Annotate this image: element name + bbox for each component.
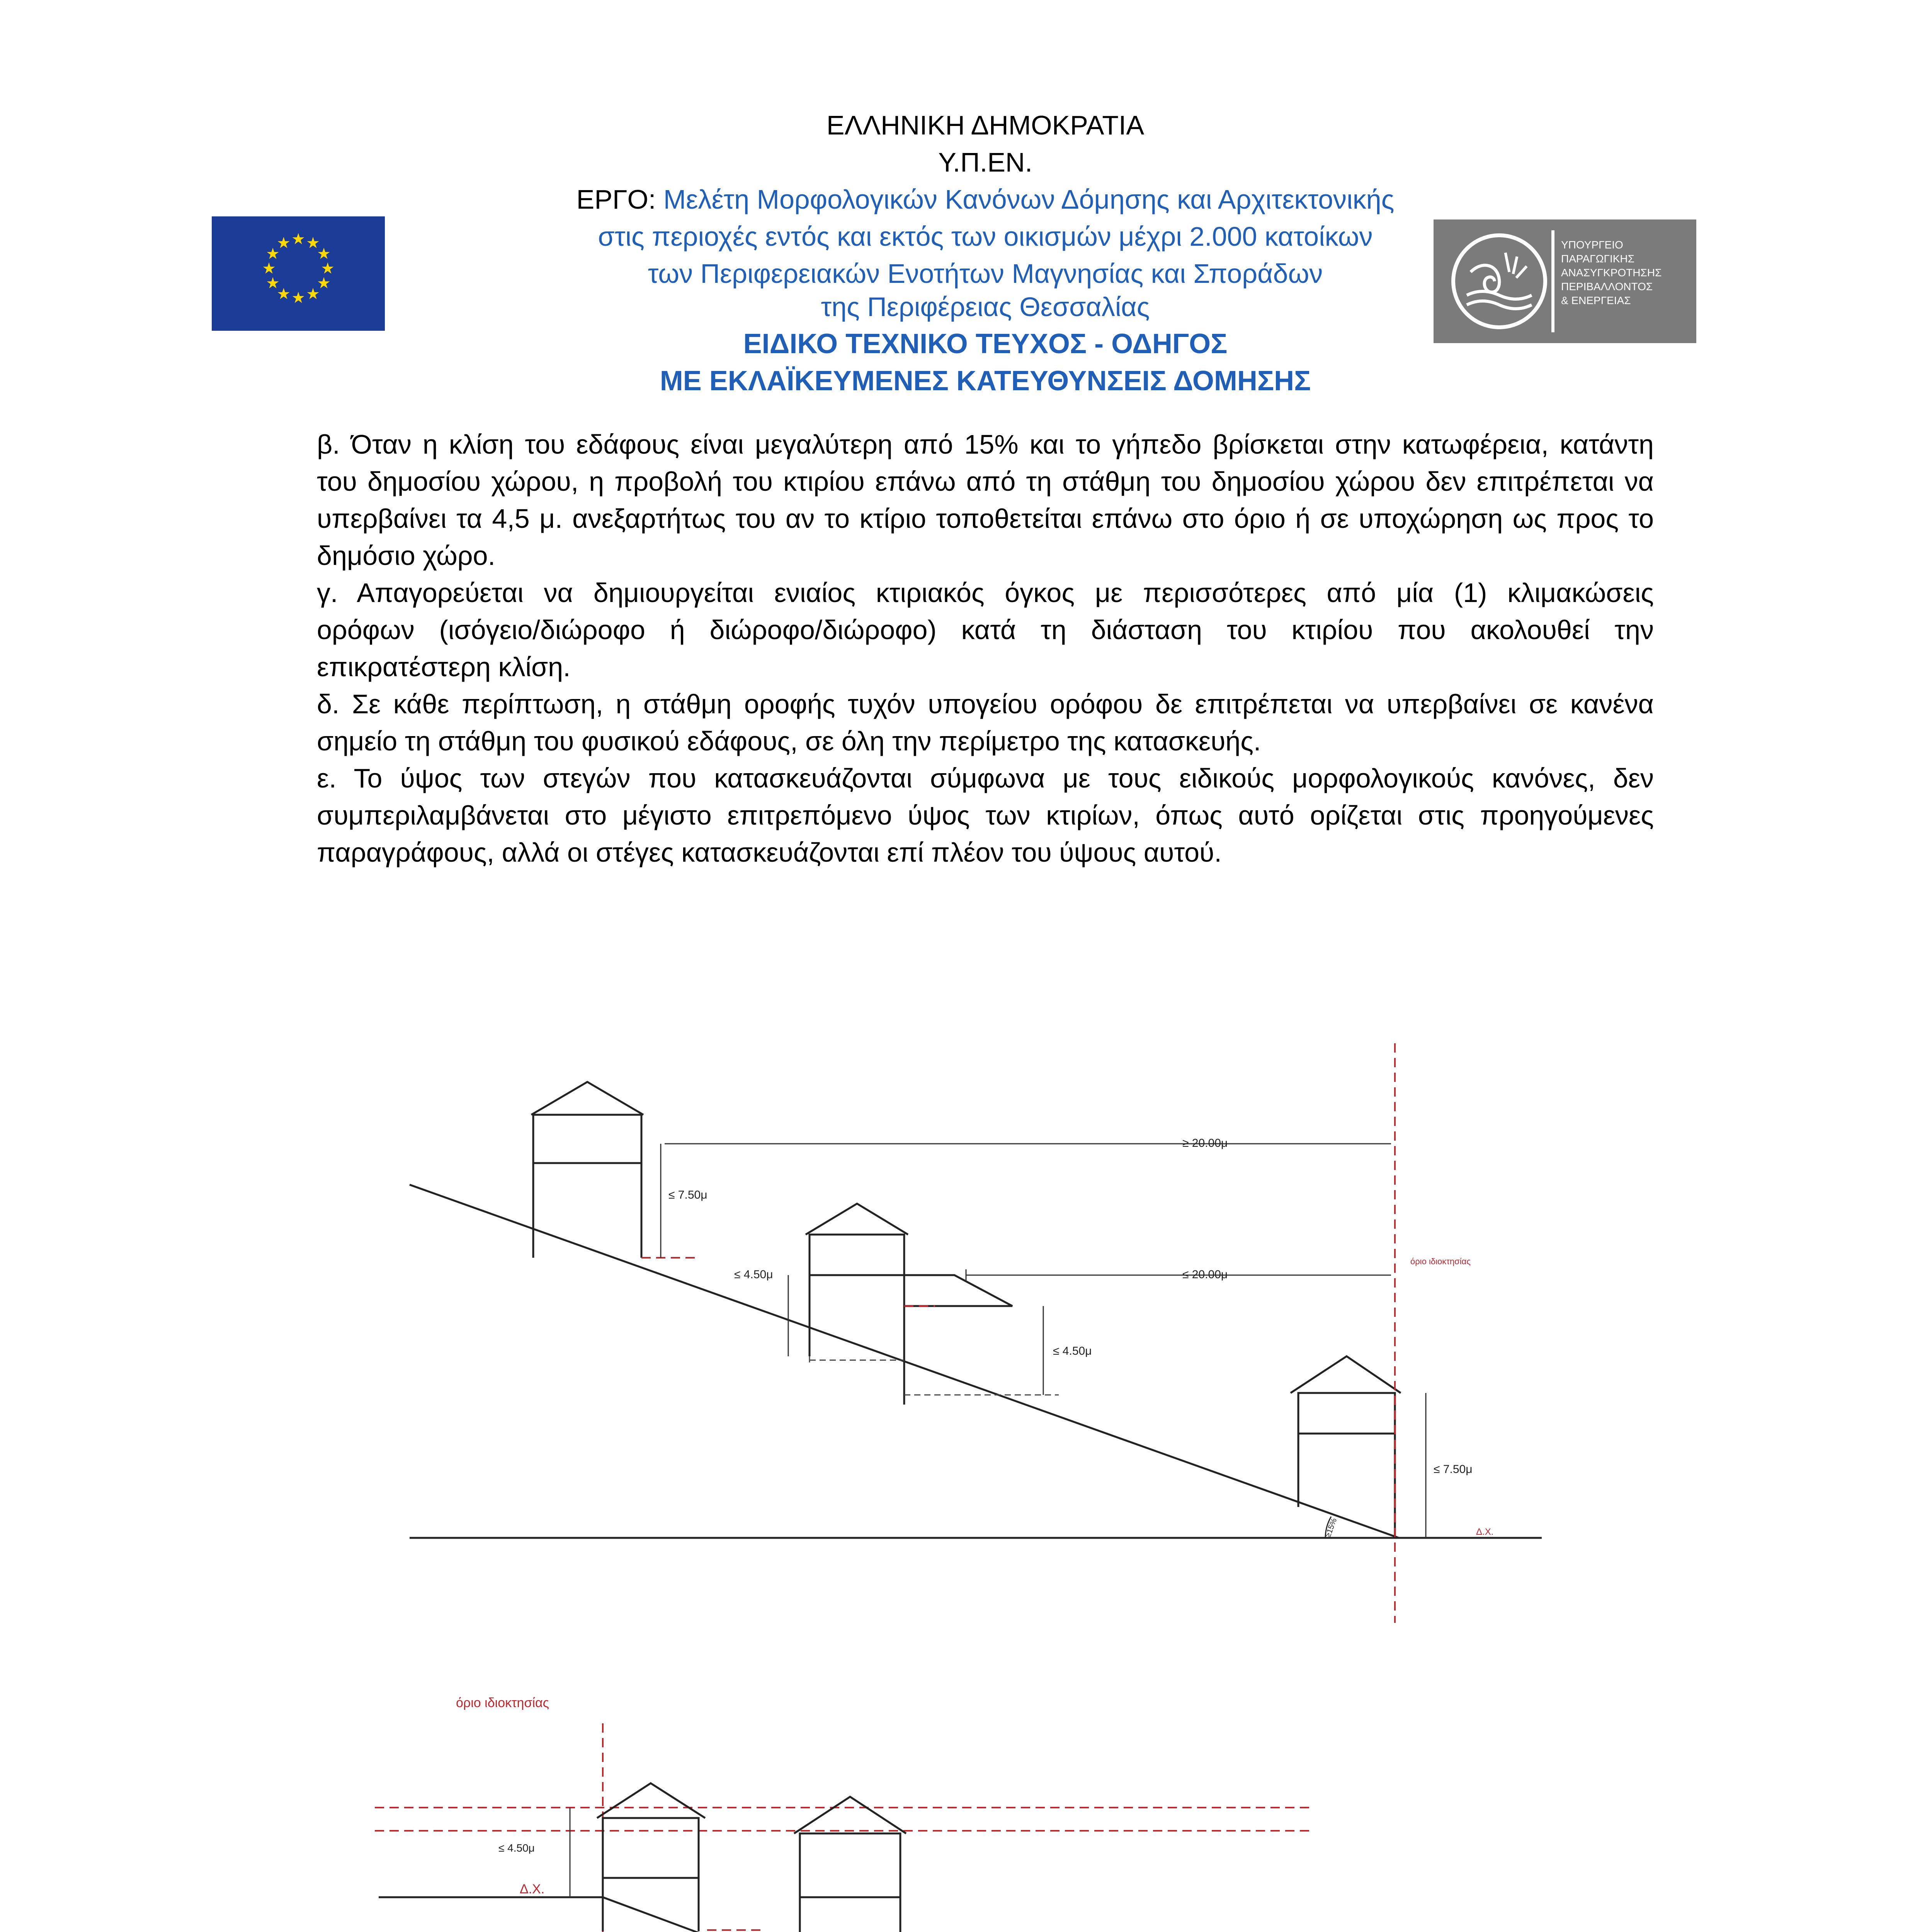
project-label: ΕΡΓΟ: — [576, 184, 656, 214]
dimension-height-step: ≤ 4.50μ — [1053, 1345, 1092, 1357]
sloped-ground-line-2 — [603, 1897, 1294, 1932]
svg-text:★: ★ — [317, 275, 331, 292]
dimension-height-second: ≤ 4.50μ — [734, 1268, 773, 1281]
header-ministry-abbr: Υ.Π.ΕΝ. — [938, 147, 1032, 177]
ministry-logo-text: ΥΠΟΥΡΓΕΙΟ ΠΑΡΑΓΩΓΙΚΗΣ ΑΝΑΣΥΓΚΡΟΤΗΣΗΣ ΠΕΡΙΒΑΛΛΟΝΤΟΣ & ΕΝΕΡΓΕΙΑΣ — [1561, 239, 1662, 306]
svg-text:★: ★ — [306, 286, 320, 303]
dimension-height-right: ≤ 7.50μ — [1434, 1463, 1473, 1476]
svg-text:★: ★ — [317, 245, 331, 262]
document-title-line1: ΕΙΔΙΚΟ ΤΕΧΝΙΚΟ ΤΕΥΧΟΣ - ΟΔΗΓΟΣ — [743, 328, 1228, 359]
svg-text:★: ★ — [321, 260, 335, 277]
dimension-height-left: ≤ 7.50μ — [668, 1189, 707, 1201]
header-project-line2: στις περιοχές εντός και εκτός των οικισμών μέχρι 2.000 κατοίκων — [598, 221, 1373, 252]
dimension-height-4-5m: ≤ 4.50μ — [498, 1842, 535, 1854]
project-title-1: Μελέτη Μορφολογικών Κανόνων Δόμησης και Αρχιτεκτονικής — [663, 184, 1395, 214]
paragraph-d: δ. Σε κάθε περίπτωση, η στάθμη οροφής τυχόν υπογείου ορόφου δε επιτρέπεται να υπερβαίνει σε κανένα σημείο τη στάθμη του φυσικού εδάφους, σε όλη την περίμετρο της κατασκευής. — [317, 689, 1654, 756]
property-line-label-2: όριο ιδιοκτησίας — [456, 1696, 549, 1710]
document-title-line2: ΜΕ ΕΚΛΑΪΚΕΥΜΕΝΕΣ ΚΑΤΕΥΘΥΝΣΕΙΣ ΔΟΜΗΣΗΣ — [660, 366, 1311, 396]
paragraph-c: γ. Απαγορεύεται να δημιουργείται ενιαίος κτιριακός όγκος με περισσότερες από μία (1) κλιμακώσεις ορόφων (ισόγειο/διώροφο ή διώροφο/διώροφο) κατά τη διάσταση του κτιρίου που ακολουθεί την επικρατέστερη κλίση. — [317, 578, 1654, 682]
svg-text:★: ★ — [277, 235, 291, 252]
property-line-label-1: όριο ιδιοκτησίας — [1410, 1257, 1471, 1266]
svg-text:★: ★ — [262, 260, 276, 277]
svg-text:★: ★ — [266, 245, 280, 262]
header-project-line3: των Περιφερειακών Ενοτήτων Μαγνησίας και Σποράδων — [648, 259, 1323, 289]
header-project-line4: της Περιφέρειας Θεσσαλίας — [821, 292, 1150, 322]
house-5-walls — [800, 1833, 900, 1932]
svg-text:★: ★ — [277, 286, 291, 303]
svg-text:★: ★ — [306, 235, 320, 252]
house-5-roof — [794, 1797, 906, 1833]
dimension-max-20m: ≤ 20.00μ — [1182, 1268, 1228, 1281]
slope-label-1: ≥15% — [1324, 1517, 1339, 1539]
house-4-roof — [597, 1783, 705, 1818]
street-label-1: Δ.Χ. — [1476, 1527, 1494, 1537]
paragraph-b: β. Όταν η κλίση του εδάφους είναι μεγαλύτερη από 15% και το γήπεδο βρίσκεται στην κατωφέρεια, κατάντη του δημοσίου χώρου, η προβολή του κτιρίου επάνω από τη στάθμη του δημοσίου χώρου δεν επιτρέπεται να υπερβαίνει τα 4,5 μ. ανεξαρτήτως του αν το κτίριο τοποθετείται επάνω στο όριο ή σε υποχώρηση ως προς το δημόσιο χώρο. — [317, 429, 1654, 571]
svg-text:★: ★ — [291, 231, 305, 248]
svg-text:★: ★ — [291, 289, 305, 306]
dimension-min-20m: ≥ 20.00μ — [1182, 1137, 1228, 1150]
paragraph-e: ε. Το ύψος των στεγών που κατασκευάζονται σύμφωνα με τους ειδικούς μορφολογικούς κανόνες, δεν συμπεριλαμβάνεται στο μέγιστο επιτρεπόμενο ύψος των κτιρίων, όπως αυτό ορίζεται στις προηγούμενες παραγράφους, αλλά οι στέγες κατασκευάζονται επί πλέον του ύψους αυτού. — [317, 763, 1654, 867]
street-label-2: Δ.Χ. — [520, 1882, 545, 1896]
svg-text:★: ★ — [266, 275, 280, 292]
header-country: ΕΛΛΗΝΙΚΗ ΔΗΜΟΚΡΑΤΙΑ — [826, 110, 1145, 140]
